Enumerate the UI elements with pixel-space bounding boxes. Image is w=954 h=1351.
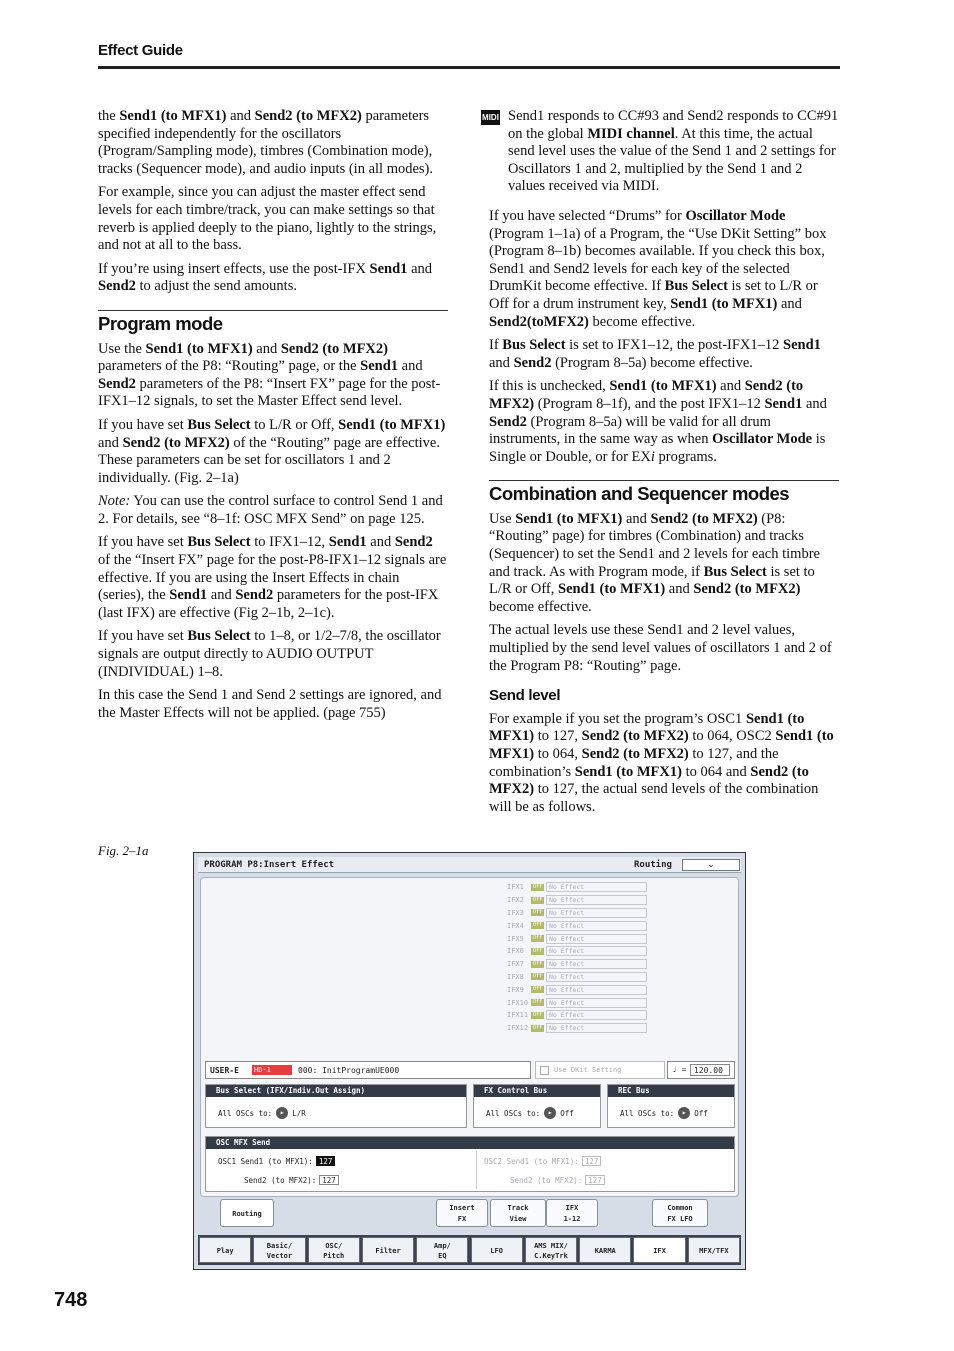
ifx-effect-name[interactable]: No Effect [546,882,647,892]
sub-tab-label: Insert [449,1204,475,1212]
left-column [98,108,448,728]
arrow-right-icon: ▸ [276,1107,288,1119]
ifx-effect-name[interactable]: No Effect [546,946,647,956]
combination-sequencer-heading: Combination and Sequencer modes [489,480,839,503]
rec-bus-panel [607,1084,735,1128]
page-select-label: Routing [634,860,672,870]
intro-paragraph-3: If you’re using insert effects, use the post-IFX Send1 and Send2 to adjust the send amounts. [98,260,432,295]
drums-paragraph: If you have selected “Drums” for Oscillator Mode (Program 1–1a) of a Program, the “Use DKit Setting” box (Program 8–1b) becomes available. If you check this box, Send1 and Send2 levels for each key of the selected DrumKit become effective. If Bus Select is set to L/R or Off for a drum instrument key, Send1 (to MFX1) and Send2(toMFX2) become effective. [489,207,827,330]
program-mode-paragraph-2: If you have set Bus Select to L/R or Off, Send1 (to MFX1) and Send2 (to MFX2) of the “Routing” page are effective. These parameters can be set for oscillators 1 and 2 individually. (Fig. 2–1a) [98,416,446,486]
screen-main-panel [200,877,739,1197]
ifx-name: IFX7 [507,960,524,969]
main-tab-label: Play [216,1247,234,1255]
sub-tab[interactable] [436,1199,488,1227]
ifx-off-badge[interactable]: Off [532,947,543,954]
rec-bus-title: REC Bus [608,1085,734,1097]
sub-tab[interactable] [490,1199,546,1227]
ifx-row[interactable] [507,919,647,932]
ifx-name: IFX2 [507,896,524,905]
ifx-off-badge[interactable]: Off [532,922,543,929]
ifx-effect-name[interactable]: No Effect [546,895,647,905]
fx-control-bus-title: FX Control Bus [474,1085,600,1097]
ifx-off-badge[interactable]: Off [532,1024,543,1031]
ifx-name: IFX8 [507,972,524,981]
synth-screen-figure [193,852,746,1270]
bus-select-row[interactable]: All OSCs to: ▸ L/R [218,1108,306,1118]
main-tab[interactable] [253,1237,305,1263]
ifx-name: IFX11 [507,1011,529,1020]
unchecked-paragraph: If this is unchecked, Send1 (to MFX1) and Send2 (to MFX2) (Program 8–1f), and the post IFX1–12 Send1 and Send2 (Program 8–5a) will be valid for all drum instruments, in the same way as when Oscillator Mode is Single or Double, or for EXi programs. [489,378,827,465]
osc1-send2-row[interactable]: Send2 (to MFX2): 127 [244,1175,339,1185]
sub-page-tabs [198,1199,741,1229]
screen-title: PROGRAM P8:Insert Effect [204,860,335,870]
main-tab-label: Basic/ [266,1242,293,1250]
bus-select-title: Bus Select (IFX/Indiv.Out Assign) [206,1085,466,1097]
osc2-send1-row[interactable]: OSC2 Send1 (to MFX1): 127 [484,1156,601,1166]
sub-tab[interactable] [546,1199,598,1227]
send-level-heading: Send level [489,687,561,705]
sub-tab-label: Routing [232,1210,262,1218]
right-column [482,108,839,822]
ifx-off-badge[interactable]: Off [532,883,543,890]
osc-divider [476,1151,477,1189]
sub-tab-label-2: FX [457,1215,467,1223]
ifx-name: IFX9 [507,985,524,994]
osc2-send2-row[interactable]: Send2 (to MFX2): 127 [510,1175,605,1185]
running-header: Effect Guide [98,42,183,59]
arrow-right-icon: ▸ [678,1107,690,1119]
osc2-send1-value[interactable]: 127 [582,1156,602,1166]
figure-caption: Fig. 2–1a [98,843,149,858]
ifx-name: IFX6 [507,947,524,956]
ifx-list [507,881,647,1035]
main-tab[interactable] [579,1237,631,1263]
use-dkit-setting-checkbox[interactable]: Use DKit Setting [535,1061,665,1079]
main-tab[interactable] [308,1237,360,1263]
intro-paragraph-1: the Send1 (to MFX1) and Send2 (to MFX2) parameters specified independently for the oscillators (Program/Sampling mode), timbres (Combination mode), tracks (Sequencer mode), and audio inputs (in all modes). [98,108,434,177]
sub-tab-label-2: 1-12 [563,1215,581,1223]
sub-tab-label-2: View [509,1215,527,1223]
main-tab[interactable] [525,1237,577,1263]
page-number: 748 [54,1289,88,1311]
main-tab-label: MFX/TFX [699,1247,729,1255]
ifx-off-badge[interactable]: Off [532,960,543,967]
osc2-send2-value[interactable]: 127 [585,1175,605,1185]
ifx-row[interactable] [507,881,647,894]
send-level-paragraph: For example if you set the program’s OSC1 Send1 (to MFX1) to 127, Send2 (to MFX2) to 064, OSC2 Send1 (to MFX1) to 064, Send2 (to MFX2) to 127, and the combination’s Send1 (to MFX1) to 064 and Send2 (to MFX2) to 127, the actual send levels of the combination will be as follows. [489,710,834,815]
program-name: 000: InitProgramUE000 [298,1066,400,1075]
ifx-effect-name[interactable]: No Effect [546,934,647,944]
main-tab-label: OSC/ [325,1242,343,1250]
ifx-off-badge[interactable]: Off [532,999,543,1006]
main-tab-label: Filter [375,1247,401,1255]
bus-select-panel [205,1084,467,1128]
ifx-row[interactable] [507,958,647,971]
ifx-off-badge[interactable]: Off [532,909,543,916]
osc1-send1-value[interactable]: 127 [316,1156,336,1166]
main-tab-label: KARMA [594,1247,616,1255]
screen-title-bar [198,857,741,873]
ifx-off-badge[interactable]: Off [532,1011,543,1018]
ifx-effect-name[interactable]: No Effect [546,1023,647,1033]
program-bank: USER-E [210,1066,239,1075]
midi-paragraph: Send1 responds to CC#93 and Send2 responds to CC#91 on the global MIDI channel. At this time, the actual send level uses the value of the Send 1 and 2 settings for Oscillators 1 and 2, multiplied by the Send 1 and 2 values received via MIDI. [508,108,839,195]
ifx-row[interactable] [507,932,647,945]
midi-note [481,108,839,202]
main-tab-label-2: EQ [438,1252,447,1260]
program-mode-paragraph-4: If you have set Bus Select to 1–8, or 1/2–7/8, the oscillator signals are output directly to AUDIO OUTPUT (INDIVIDUAL) 1–8. [98,628,441,680]
main-tab-label-2: Vector [266,1252,293,1260]
program-mode-paragraph-5: In this case the Send 1 and Send 2 settings are ignored, and the Master Effects will not be applied. (page 755) [98,687,442,721]
ifx-effect-name[interactable]: No Effect [546,972,647,982]
note-icon: ♩ = [672,1065,687,1074]
header-rule [98,66,840,69]
main-tab-label: Amp/ [433,1242,451,1250]
ifx-off-badge[interactable]: Off [532,935,543,942]
main-tab-label: AMS MIX/ [534,1242,568,1250]
main-tab[interactable] [471,1237,523,1263]
sub-tab[interactable] [220,1199,274,1227]
ifx-name: IFX1 [507,883,524,892]
sub-tab-label-2: FX LFO [667,1215,693,1223]
main-tab-label-2: Pitch [323,1252,345,1260]
bus-select-paragraph: If Bus Select is set to IFX1–12, the post-IFX1–12 Send1 and Send2 (Program 8–5a) become effective. [489,337,821,371]
main-tab[interactable] [199,1237,251,1263]
program-hd-badge: HD-1 [252,1065,292,1075]
tempo-field[interactable] [667,1061,735,1079]
program-mode-paragraph-3: If you have set Bus Select to IFX1–12, Send1 and Send2 of the “Insert FX” page for the post-P8-IFX1–12 signals are effective. If you are using the Insert Effects in chain (series), the Send1 and Send2 parameters for the post-IFX (last IFX) are effective (Fig 2–1b, 2–1c). [98,534,447,621]
ifx-effect-name[interactable]: No Effect [546,1010,647,1020]
ifx-effect-name[interactable]: No Effect [546,998,647,1008]
program-select-bar[interactable] [205,1061,531,1079]
osc-mfx-send-panel [205,1136,735,1192]
program-mode-heading: Program mode [98,310,448,333]
chevron-down-icon: ⌄ [707,860,715,870]
main-tab-label-2: C.KeyTrk [534,1252,568,1260]
ifx-name: IFX3 [507,908,524,917]
page-select-dropdown[interactable] [682,859,740,871]
combination-paragraph-2: The actual levels use these Send1 and 2 level values, multiplied by the send level values of oscillators 1 and 2 of the Program P8: “Routing” page. [489,622,832,674]
ifx-row[interactable] [507,1022,647,1035]
fx-control-bus-panel [473,1084,601,1128]
osc1-send1-row[interactable]: OSC1 Send1 (to MFX1): 127 [218,1156,335,1166]
main-tab[interactable] [633,1237,685,1263]
ifx-row[interactable] [507,945,647,958]
ifx-name: IFX4 [507,921,524,930]
ifx-name: IFX10 [507,998,529,1007]
tempo-value: 120.00 [690,1064,730,1076]
main-tab[interactable] [362,1237,414,1263]
ifx-off-badge[interactable]: Off [532,896,543,903]
ifx-effect-name[interactable]: No Effect [546,959,647,969]
checkbox-icon [540,1066,549,1075]
osc-mfx-send-title: OSC MFX Send [206,1137,734,1149]
program-mode-note: Note: You can use the control surface to control Send 1 and 2. For details, see “8–1f: OSC MFX Send” on page 125. [98,493,443,527]
sub-tab-label: Common [667,1204,693,1212]
fx-control-bus-row[interactable]: All OSCs to: ▸ Off [486,1108,574,1118]
main-tab-label: LFO [490,1247,503,1255]
ifx-effect-name[interactable]: No Effect [546,985,647,995]
rec-bus-row[interactable]: All OSCs to: ▸ Off [620,1108,708,1118]
program-mode-paragraph-1: Use the Send1 (to MFX1) and Send2 (to MFX2) parameters of the P8: “Routing” page, or the Send1 and Send2 parameters of the P8: “Insert FX” page for the post-IFX1–12 signals, to set the Master Effect send level. [98,340,441,410]
sub-tab-label: Track [507,1204,529,1212]
main-page-tabs [198,1235,741,1265]
ifx-effect-name[interactable]: No Effect [546,921,647,931]
ifx-row[interactable] [507,983,647,996]
ifx-effect-name[interactable]: No Effect [546,908,647,918]
sub-tab-label: IFX [565,1204,579,1212]
ifx-off-badge[interactable]: Off [532,986,543,993]
ifx-name: IFX5 [507,934,524,943]
ifx-name: IFX12 [507,1024,529,1033]
ifx-row[interactable] [507,907,647,920]
ifx-row[interactable] [507,894,647,907]
sub-tab[interactable] [652,1199,708,1227]
main-tab-label: IFX [653,1247,666,1255]
ifx-row[interactable] [507,1009,647,1022]
osc1-send2-value[interactable]: 127 [319,1175,339,1185]
arrow-right-icon: ▸ [544,1107,556,1119]
ifx-off-badge[interactable]: Off [532,973,543,980]
ifx-row[interactable] [507,996,647,1009]
intro-paragraph-2: For example, since you can adjust the master effect send levels for each timbre/track, you can make settings so that reverb is applied deeply to the piano, lightly to the strings, and not at all to the bass. [98,184,437,254]
midi-icon: MIDI [481,110,500,125]
ifx-row[interactable] [507,971,647,984]
main-tab[interactable] [688,1237,740,1263]
combination-paragraph-1: Use Send1 (to MFX1) and Send2 (to MFX2) (P8: “Routing” page) for timbres (Combination) and tracks (Sequencer) to set the Send1 and 2 levels for each timbre and track. As with Program mode, if Bus Select is set to L/R or Off, Send1 (to MFX1) and Send2 (to MFX2) become effective. [489,510,820,615]
main-tab[interactable] [416,1237,468,1263]
